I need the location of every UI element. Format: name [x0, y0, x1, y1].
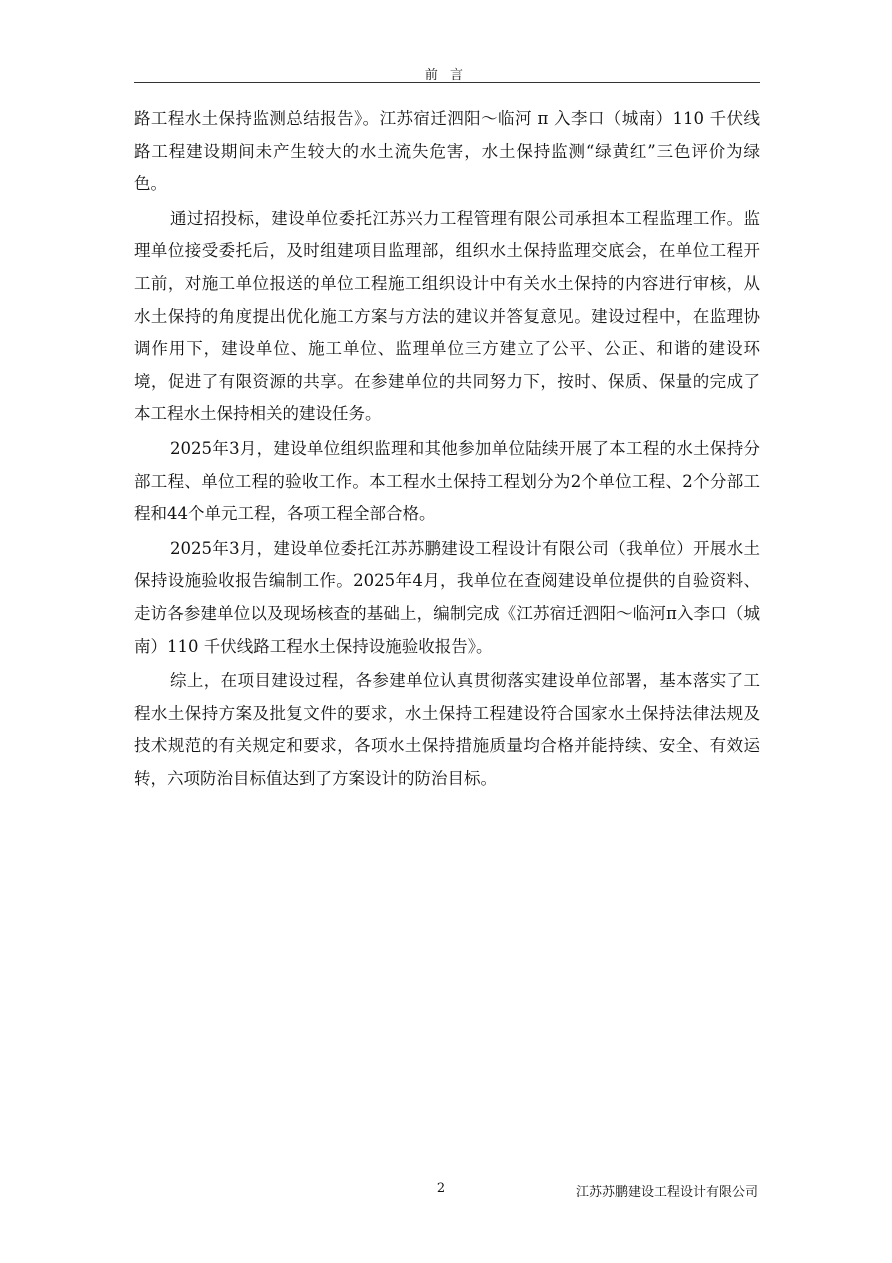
- document-body: [134, 103, 760, 797]
- paragraph-acceptance: 2025年3月，建设单位组织监理和其他参加单位陆续开展了本工程的水土保持分部工程、单位工程的验收工作。本工程水土保持工程划分为2个单位工程、2个分部工程和44个单元工程，各项工程全部合格。: [134, 438, 760, 524]
- paragraph-supervision: 通过招投标，建设单位委托江苏兴力工程管理有限公司承担本工程监理工作。监理单位接受委托后，及时组建项目监理部，组织水土保持监理交底会，在单位工程开工前，对施工单位报送的单位工程施工组织设计中有关水土保持的内容进行审核，从水土保持的角度提出优化施工方案与方法的建议并答复意见。建设过程中，在监理协调作用下，建设单位、施工单位、监理单位三方建立了公平、公正、和谐的建设环境，促进了有限资源的共享。在参建单位的共同努力下，按时、保质、保量的完成了本工程水土保持相关的建设任务。: [134, 208, 760, 424]
- header-divider: [134, 82, 760, 83]
- paragraph-continuation: 路工程水土保持监测总结报告》。江苏宿迁泗阳～临河 π 入李口（城南）110 千伏线路工程建设期间未产生较大的水土流失危害，水土保持监测“绿黄红”三色评价为绿色。: [134, 109, 760, 194]
- footer-company-name: 江苏苏鹏建设工程设计有限公司: [575, 1185, 758, 1200]
- paragraph-report-compilation: 2025年3月，建设单位委托江苏苏鹏建设工程设计有限公司（我单位）开展水土保持设施验收报告编制工作。2025年4月，我单位在查阅建设单位提供的自验资料、走访各参建单位以及现场核查的基础上，编制完成《江苏宿迁泗阳～临河π入李口（城南）110 千伏线路工程水土保持设施验收报告》。: [134, 538, 760, 656]
- page-header-title: 前 言: [424, 68, 468, 83]
- page-number: 2: [436, 1181, 446, 1196]
- paragraph-summary: 综上，在项目建设过程，各参建单位认真贯彻落实建设单位部署，基本落实了工程水土保持方案及批复文件的要求，水土保持工程建设符合国家水土保持法律法规及技术规范的有关规定和要求，各项水土保持措施质量均合格并能持续、安全、有效运转，六项防治目标值达到了方案设计的防治目标。: [134, 671, 760, 788]
